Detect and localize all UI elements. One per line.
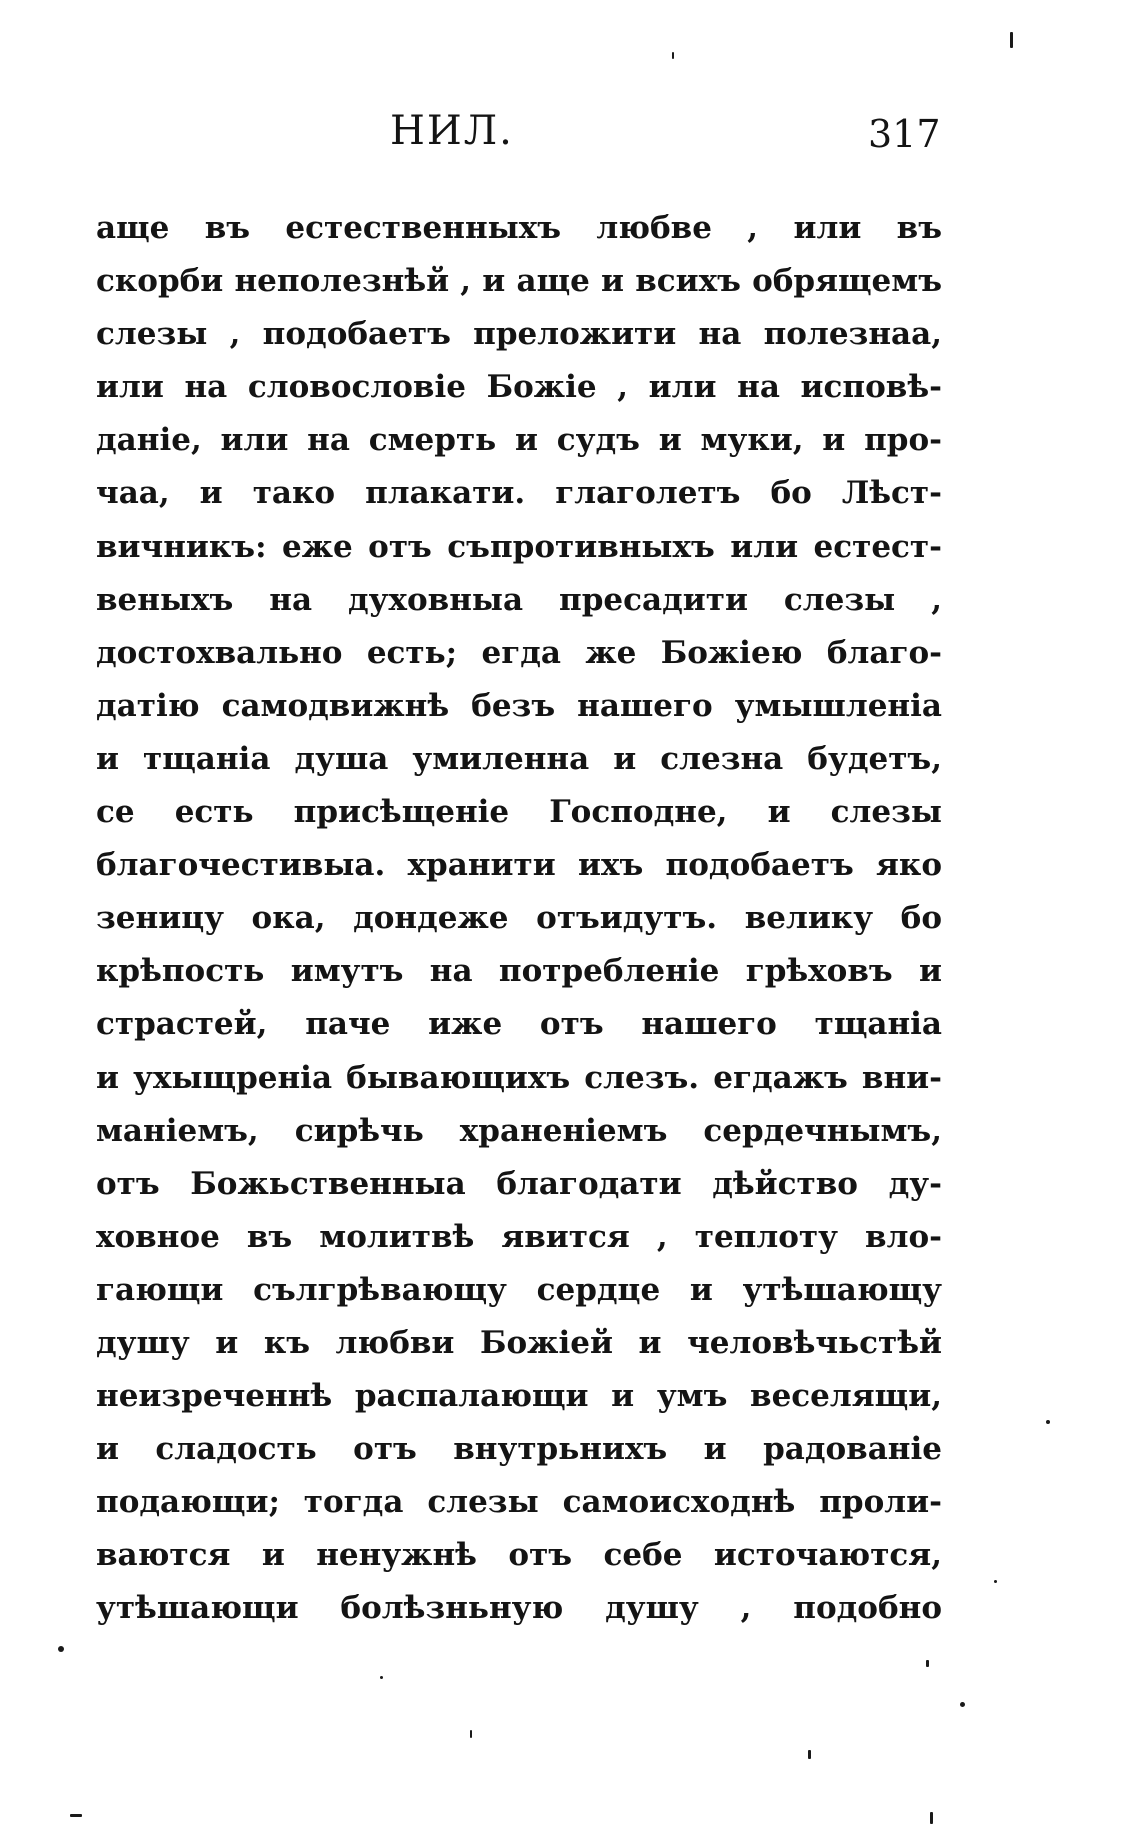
text-line: аще въ естественныхъ любве , или въ [96, 210, 942, 246]
running-head [0, 100, 1140, 160]
scan-speck [1010, 32, 1013, 48]
scan-speck [1046, 1420, 1050, 1424]
body-text [96, 202, 942, 1636]
text-line: крѣпость имутъ на потребленіе грѣховъ и [96, 953, 942, 990]
text-line: утѣшающи болѣзньную душу , подобно [96, 1590, 942, 1627]
text-line: датію самодвижнѣ безъ нашего умышленіа [96, 687, 942, 724]
scan-speck [380, 1676, 383, 1679]
text-line: отъ Божьственныа благодати дѣйство ду- [96, 1165, 942, 1202]
text-line: даніе, или на смерть и судъ и муки, и про- [96, 422, 942, 459]
scan-speck [930, 1812, 933, 1824]
text-line: благочестивыа. хранити ихъ подобаетъ яко [96, 847, 942, 884]
text-line: ховное въ молитвѣ явится , теплоту вло- [96, 1218, 942, 1255]
text-line: достохвально есть; егда же Божіею благо- [96, 634, 942, 671]
text-line: ваются и ненужнѣ отъ себе источаются, [96, 1537, 942, 1574]
scan-speck [994, 1580, 997, 1583]
text-line: чаа, и тако плакати. глаголетъ бо Лѣст- [96, 475, 942, 512]
text-line: и тщаніа душа умиленна и слезна будетъ, [96, 740, 942, 777]
scan-speck [672, 52, 674, 59]
text-line: маніемъ, сирѣчь храненіемъ сердечнымъ, [96, 1112, 942, 1149]
text-line: неизреченнѣ распалающи и умъ веселящи, [96, 1378, 942, 1415]
scan-speck [960, 1702, 965, 1707]
scan-speck [808, 1750, 811, 1759]
text-line: веныхъ на духовныа пресадити слезы , [96, 581, 942, 618]
page-number: 317 [868, 112, 941, 156]
text-line: скорби неполезнѣй , и аще и всихъ обрящемъ [96, 263, 942, 300]
running-title: НИЛ. [390, 108, 514, 154]
text-line: зеницу ока, дондеже отъидутъ. велику бо [96, 900, 942, 937]
text-line: и ухыщреніа бывающихъ слезъ. егдажъ вни- [96, 1059, 942, 1096]
text-line: и сладость отъ внутрьнихъ и радованіе [96, 1431, 942, 1468]
text-line: гающи сългрѣвающу сердце и утѣшающу [96, 1271, 942, 1308]
text-line: подающи; тогда слезы самоисходнѣ проли- [96, 1484, 942, 1521]
scan-speck [470, 1730, 472, 1738]
text-line: слезы , подобаетъ преложити на полезнаа, [96, 316, 942, 353]
text-line: се есть присѣщеніе Господне, и слезы [96, 794, 942, 831]
text-line: вичникъ: еже отъ съпротивныхъ или естест- [96, 528, 942, 565]
scan-speck [70, 1814, 82, 1817]
text-line: или на словословіе Божіе , или на исповѣ- [96, 369, 942, 406]
scan-speck [926, 1660, 929, 1667]
text-line: страстей, паче иже отъ нашего тщаніа [96, 1006, 942, 1043]
text-line: душу и къ любви Божіей и человѣчьстѣй [96, 1324, 942, 1361]
scan-speck [58, 1646, 64, 1652]
